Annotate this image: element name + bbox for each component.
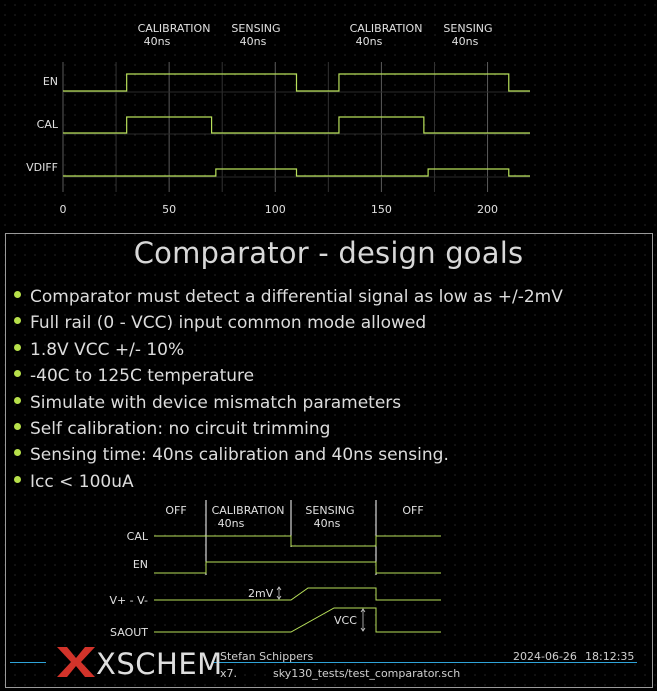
- annotation-vcc-label: VCC: [334, 614, 357, 627]
- signal-label-cal: CAL: [36, 118, 58, 131]
- phase-duration-calibration: 40ns: [217, 517, 245, 530]
- phase-label-cal-2: CALIBRATION: [349, 22, 423, 35]
- x-tick-label: 0: [59, 203, 67, 216]
- bullet-icon: [14, 291, 21, 298]
- phase-label-off-2: OFF: [402, 504, 424, 517]
- bullet-icon: [14, 449, 21, 456]
- bullet-icon: [14, 370, 21, 377]
- version: x7.: [220, 667, 238, 680]
- goal-text: -40C to 125C temperature: [30, 366, 255, 387]
- goal-item: [14, 366, 563, 392]
- phase-label-sense-1: SENSING: [231, 22, 281, 35]
- wave-cal: [63, 117, 530, 133]
- goal-text: Simulate with device mismatch parameters: [30, 392, 402, 413]
- wave-saout: [154, 608, 441, 632]
- goals-list: [14, 287, 563, 498]
- goal-item: [14, 393, 563, 419]
- footer-line-left: [10, 662, 46, 663]
- signal-labels: [26, 75, 59, 174]
- author: Stefan Schippers: [220, 650, 314, 663]
- signal-label-vdiff: V+ - V-: [109, 594, 148, 607]
- bullet-icon: [14, 344, 21, 351]
- phase-duration-cal-1: 40ns: [143, 35, 171, 48]
- phase-duration-cal-2: 40ns: [355, 35, 383, 48]
- top-timing-graph[interactable]: [0, 0, 657, 230]
- phase-duration-sense-1: 40ns: [239, 35, 267, 48]
- bullet-icon: [14, 423, 21, 430]
- phase-duration-sense-2: 40ns: [451, 35, 479, 48]
- phase-signal-labels: [109, 530, 148, 639]
- goal-text: 1.8V VCC +/- 10%: [30, 339, 185, 360]
- xschem-logo-icon: [55, 645, 97, 679]
- phase-label-calibration: CALIBRATION: [211, 504, 285, 517]
- phase-label-sensing: SENSING: [305, 504, 355, 517]
- date: 2024-06-26: [513, 650, 577, 663]
- wave-en: [63, 74, 530, 91]
- signal-label-en: EN: [42, 75, 58, 88]
- goal-text: Sensing time: 40ns calibration and 40ns sensing.: [30, 445, 449, 466]
- wave-en: [154, 562, 441, 573]
- goal-item: [14, 340, 563, 366]
- graph-waveforms: [63, 74, 530, 176]
- phase-label-off-1: OFF: [165, 504, 187, 517]
- wave-vdiff: [63, 169, 530, 176]
- phase-label-sense-2: SENSING: [443, 22, 493, 35]
- signal-label-cal: CAL: [126, 530, 148, 543]
- phase-labels: [165, 504, 423, 530]
- annotation-2mv: [248, 587, 281, 600]
- goal-text: Comparator must detect a differential signal as low as +/-2mV: [30, 287, 563, 307]
- bullet-icon: [14, 317, 21, 324]
- goal-item: [14, 419, 563, 445]
- goal-text: Icc < 100uA: [30, 471, 134, 492]
- goal-text: Self calibration: no circuit trimming: [30, 418, 331, 439]
- signal-label-vdiff: VDIFF: [26, 161, 58, 174]
- x-tick-labels: [60, 203, 499, 216]
- annotation-vcc: [334, 609, 365, 631]
- x-tick-label: 200: [477, 203, 499, 216]
- goal-item: [14, 313, 563, 339]
- wave-vdiff: [154, 588, 441, 600]
- time: 18:12:35: [585, 650, 635, 663]
- x-tick-label: 50: [162, 203, 177, 216]
- file-path: sky130_tests/test_comparator.sch: [273, 667, 461, 680]
- x-tick-label: 100: [264, 203, 286, 216]
- x-tick-label: 150: [370, 203, 392, 216]
- phase-labels: [138, 22, 493, 48]
- logo-wordmark: XSCHEM: [96, 647, 223, 681]
- bullet-icon: [14, 476, 21, 483]
- phase-timing-diagram: [0, 495, 657, 655]
- annotation-2mv-label: 2mV: [248, 587, 274, 600]
- phase-duration-sensing: 40ns: [313, 517, 341, 530]
- phase-label-cal-1: CALIBRATION: [137, 22, 211, 35]
- wave-cal: [154, 536, 441, 546]
- bullet-icon: [14, 397, 21, 404]
- goal-text: Full rail (0 - VCC) input common mode allowed: [30, 313, 427, 334]
- phase-waveforms: [154, 536, 441, 632]
- signal-label-en: EN: [132, 558, 148, 571]
- signal-label-saout: SAOUT: [110, 626, 148, 639]
- goal-item: [14, 287, 563, 313]
- page-title: Comparator - design goals: [133, 236, 524, 270]
- goal-item: [14, 445, 563, 471]
